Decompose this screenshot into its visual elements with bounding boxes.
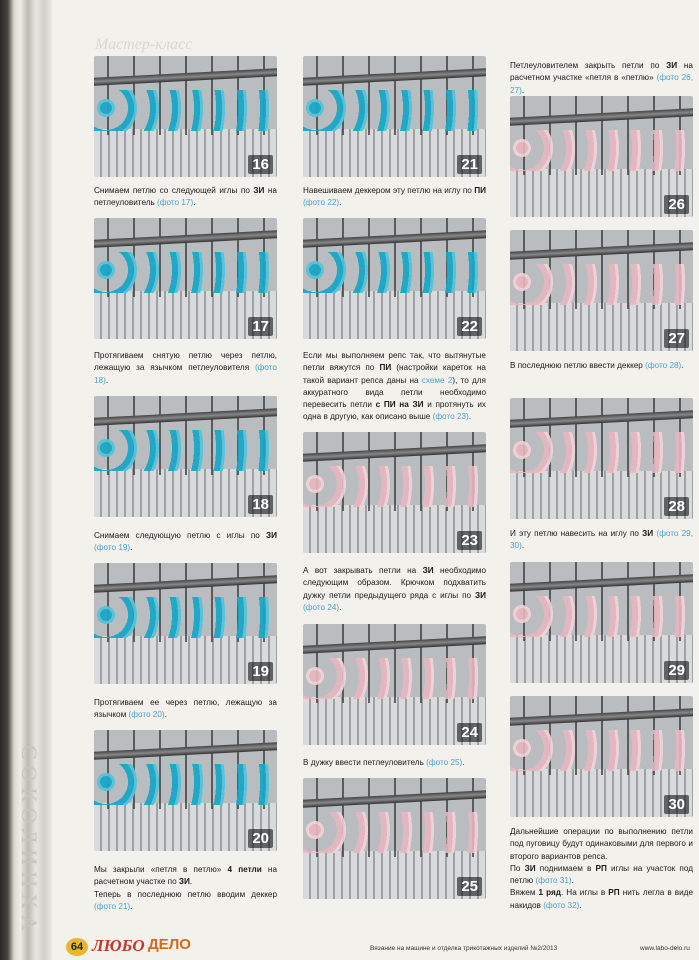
photo-reference: (фото 24) bbox=[303, 602, 340, 612]
photo-22 bbox=[303, 218, 486, 339]
bold-term: РП bbox=[595, 863, 607, 873]
photo-27 bbox=[510, 230, 693, 351]
photo-28 bbox=[510, 398, 693, 519]
photo-24 bbox=[303, 624, 486, 745]
photo-reference: (фото 18) bbox=[94, 363, 277, 385]
footer-logo bbox=[66, 936, 216, 958]
photo-number: 25 bbox=[457, 877, 482, 896]
photo-caption: Протягиваем ее через петлю, лежащую за язычком (фото 20). bbox=[94, 698, 277, 720]
photo-reference: схеме 2 bbox=[421, 375, 453, 385]
bold-term: ЗИ bbox=[642, 529, 654, 538]
bold-term: ЗИ bbox=[524, 863, 536, 873]
bold-term: ПИ bbox=[379, 363, 392, 373]
photo-reference: (фото 17) bbox=[157, 198, 194, 208]
bold-term: ЗИ bbox=[265, 531, 277, 540]
photo-reference: (фото 22) bbox=[303, 198, 340, 208]
photo-number: 29 bbox=[664, 661, 689, 680]
photo-number: 28 bbox=[664, 497, 689, 516]
brand-part-a: ЛЮБО bbox=[92, 936, 145, 955]
section-header: Мастер-класс bbox=[95, 36, 193, 53]
photo-18 bbox=[94, 396, 277, 517]
photo-caption: Дальнейшие операции по выполнению петли под пуговицу будут одинаковыми для первого и второго вариантов репса. По ЗИ поднимаем в РП иглы на участок под петлю (фото 31). Вяжем 1 ряд. На иглы в РП нить легла в виде накидов (фото 32). bbox=[510, 827, 694, 910]
photo-reference: (фото 32) bbox=[543, 900, 580, 910]
spine-text: СОКОЛИНХА bbox=[17, 745, 42, 937]
site-url: www.labo-delo.ru bbox=[640, 945, 690, 952]
photo-19 bbox=[94, 563, 277, 684]
bold-term: ПИ bbox=[474, 186, 486, 195]
photo-reference: (фото 26, 27) bbox=[510, 73, 693, 95]
bold-term: с ПИ на ЗИ bbox=[375, 400, 424, 410]
photo-reference: (фото 20) bbox=[128, 710, 165, 720]
photo-23 bbox=[303, 432, 486, 553]
photo-number: 30 bbox=[664, 795, 689, 814]
bold-term: ЗИ bbox=[422, 566, 434, 575]
photo-number: 16 bbox=[248, 155, 273, 174]
photo-caption: В последнюю петлю ввести деккер (фото 28). bbox=[510, 361, 684, 370]
photo-caption: Снимаем петлю со следующей иглы по ЗИ на петлеуловитель (фото 17). bbox=[94, 186, 277, 208]
photo-20 bbox=[94, 730, 277, 851]
photo-reference: (фото 21) bbox=[94, 901, 131, 911]
bold-term: РП bbox=[608, 888, 620, 898]
brand-part-b: ДЕЛО bbox=[148, 936, 191, 953]
photo-26 bbox=[510, 96, 693, 217]
photo-reference: (фото 31) bbox=[535, 876, 572, 886]
bold-term: ЗИ bbox=[178, 877, 190, 887]
photo-number: 27 bbox=[664, 329, 689, 348]
photo-21 bbox=[303, 56, 486, 177]
photo-caption: И эту петлю навесить на иглу по ЗИ (фото 29, 30). bbox=[510, 529, 693, 551]
photo-caption: Протягиваем снятую петлю через петлю, лежащую за язычком петлеуловителя (фото 18). bbox=[94, 351, 277, 385]
bold-term: 1 ряд bbox=[538, 888, 561, 898]
photo-number: 22 bbox=[457, 317, 482, 336]
photo-25 bbox=[303, 778, 486, 899]
bold-term: ЗИ bbox=[474, 590, 486, 600]
photo-16 bbox=[94, 56, 277, 177]
photo-caption: Петлеуловителем закрыть петли по ЗИ на расчетном участке «петля в «петлю» (фото 26, 27). bbox=[510, 61, 693, 95]
page-number: 64 bbox=[66, 938, 88, 956]
photo-caption: Навешиваем деккером эту петлю на иглу по ПИ (фото 22). bbox=[303, 186, 486, 208]
photo-reference: (фото 23) bbox=[432, 412, 469, 422]
photo-number: 26 bbox=[664, 195, 689, 214]
photo-reference: (фото 19) bbox=[94, 543, 131, 553]
photo-caption: Если мы выполняем репс так, что вытянутые петли вяжутся по ПИ (настройки кареток на такой вариант репса даны на схеме 2), то для аккуратного вида петли необходимо перевесить петли с ПИ на ЗИ и протянуть их одна в другую, как описано выше (фото 23). bbox=[303, 351, 486, 422]
photo-number: 17 bbox=[248, 317, 273, 336]
photo-29 bbox=[510, 562, 693, 683]
bold-term: 4 петли bbox=[227, 865, 262, 874]
photo-17 bbox=[94, 218, 277, 339]
photo-caption: А вот закрывать петли на ЗИ необходимо следующим образом. Крючком подхватить дужку петли предыдущего ряда с иглы по ЗИ (фото 24). bbox=[303, 566, 486, 612]
photo-reference: (фото 29, 30) bbox=[510, 529, 693, 551]
photo-caption: Снимаем следующую петлю с иглы по ЗИ (фото 19). bbox=[94, 531, 277, 553]
photo-number: 24 bbox=[457, 723, 482, 742]
photo-number: 19 bbox=[248, 662, 273, 681]
bold-term: ЗИ bbox=[666, 61, 678, 70]
photo-number: 21 bbox=[457, 155, 482, 174]
photo-reference: (фото 25) bbox=[426, 758, 463, 767]
photo-number: 23 bbox=[457, 531, 482, 550]
photo-caption: В дужку ввести петлеуловитель (фото 25). bbox=[303, 758, 465, 767]
photo-number: 18 bbox=[248, 495, 273, 514]
photo-reference: (фото 28) bbox=[645, 361, 682, 370]
bold-term: ЗИ bbox=[253, 186, 265, 195]
photo-30 bbox=[510, 696, 693, 817]
journal-title: Вязание на машине и отделка трикотажных изделий №2/2013 bbox=[370, 945, 558, 952]
photo-number: 20 bbox=[248, 829, 273, 848]
photo-caption: Мы закрыли «петля в петлю» 4 петли на расчетном участке по ЗИ. Теперь в последнюю петлю вводим деккер (фото 21). bbox=[94, 865, 277, 911]
